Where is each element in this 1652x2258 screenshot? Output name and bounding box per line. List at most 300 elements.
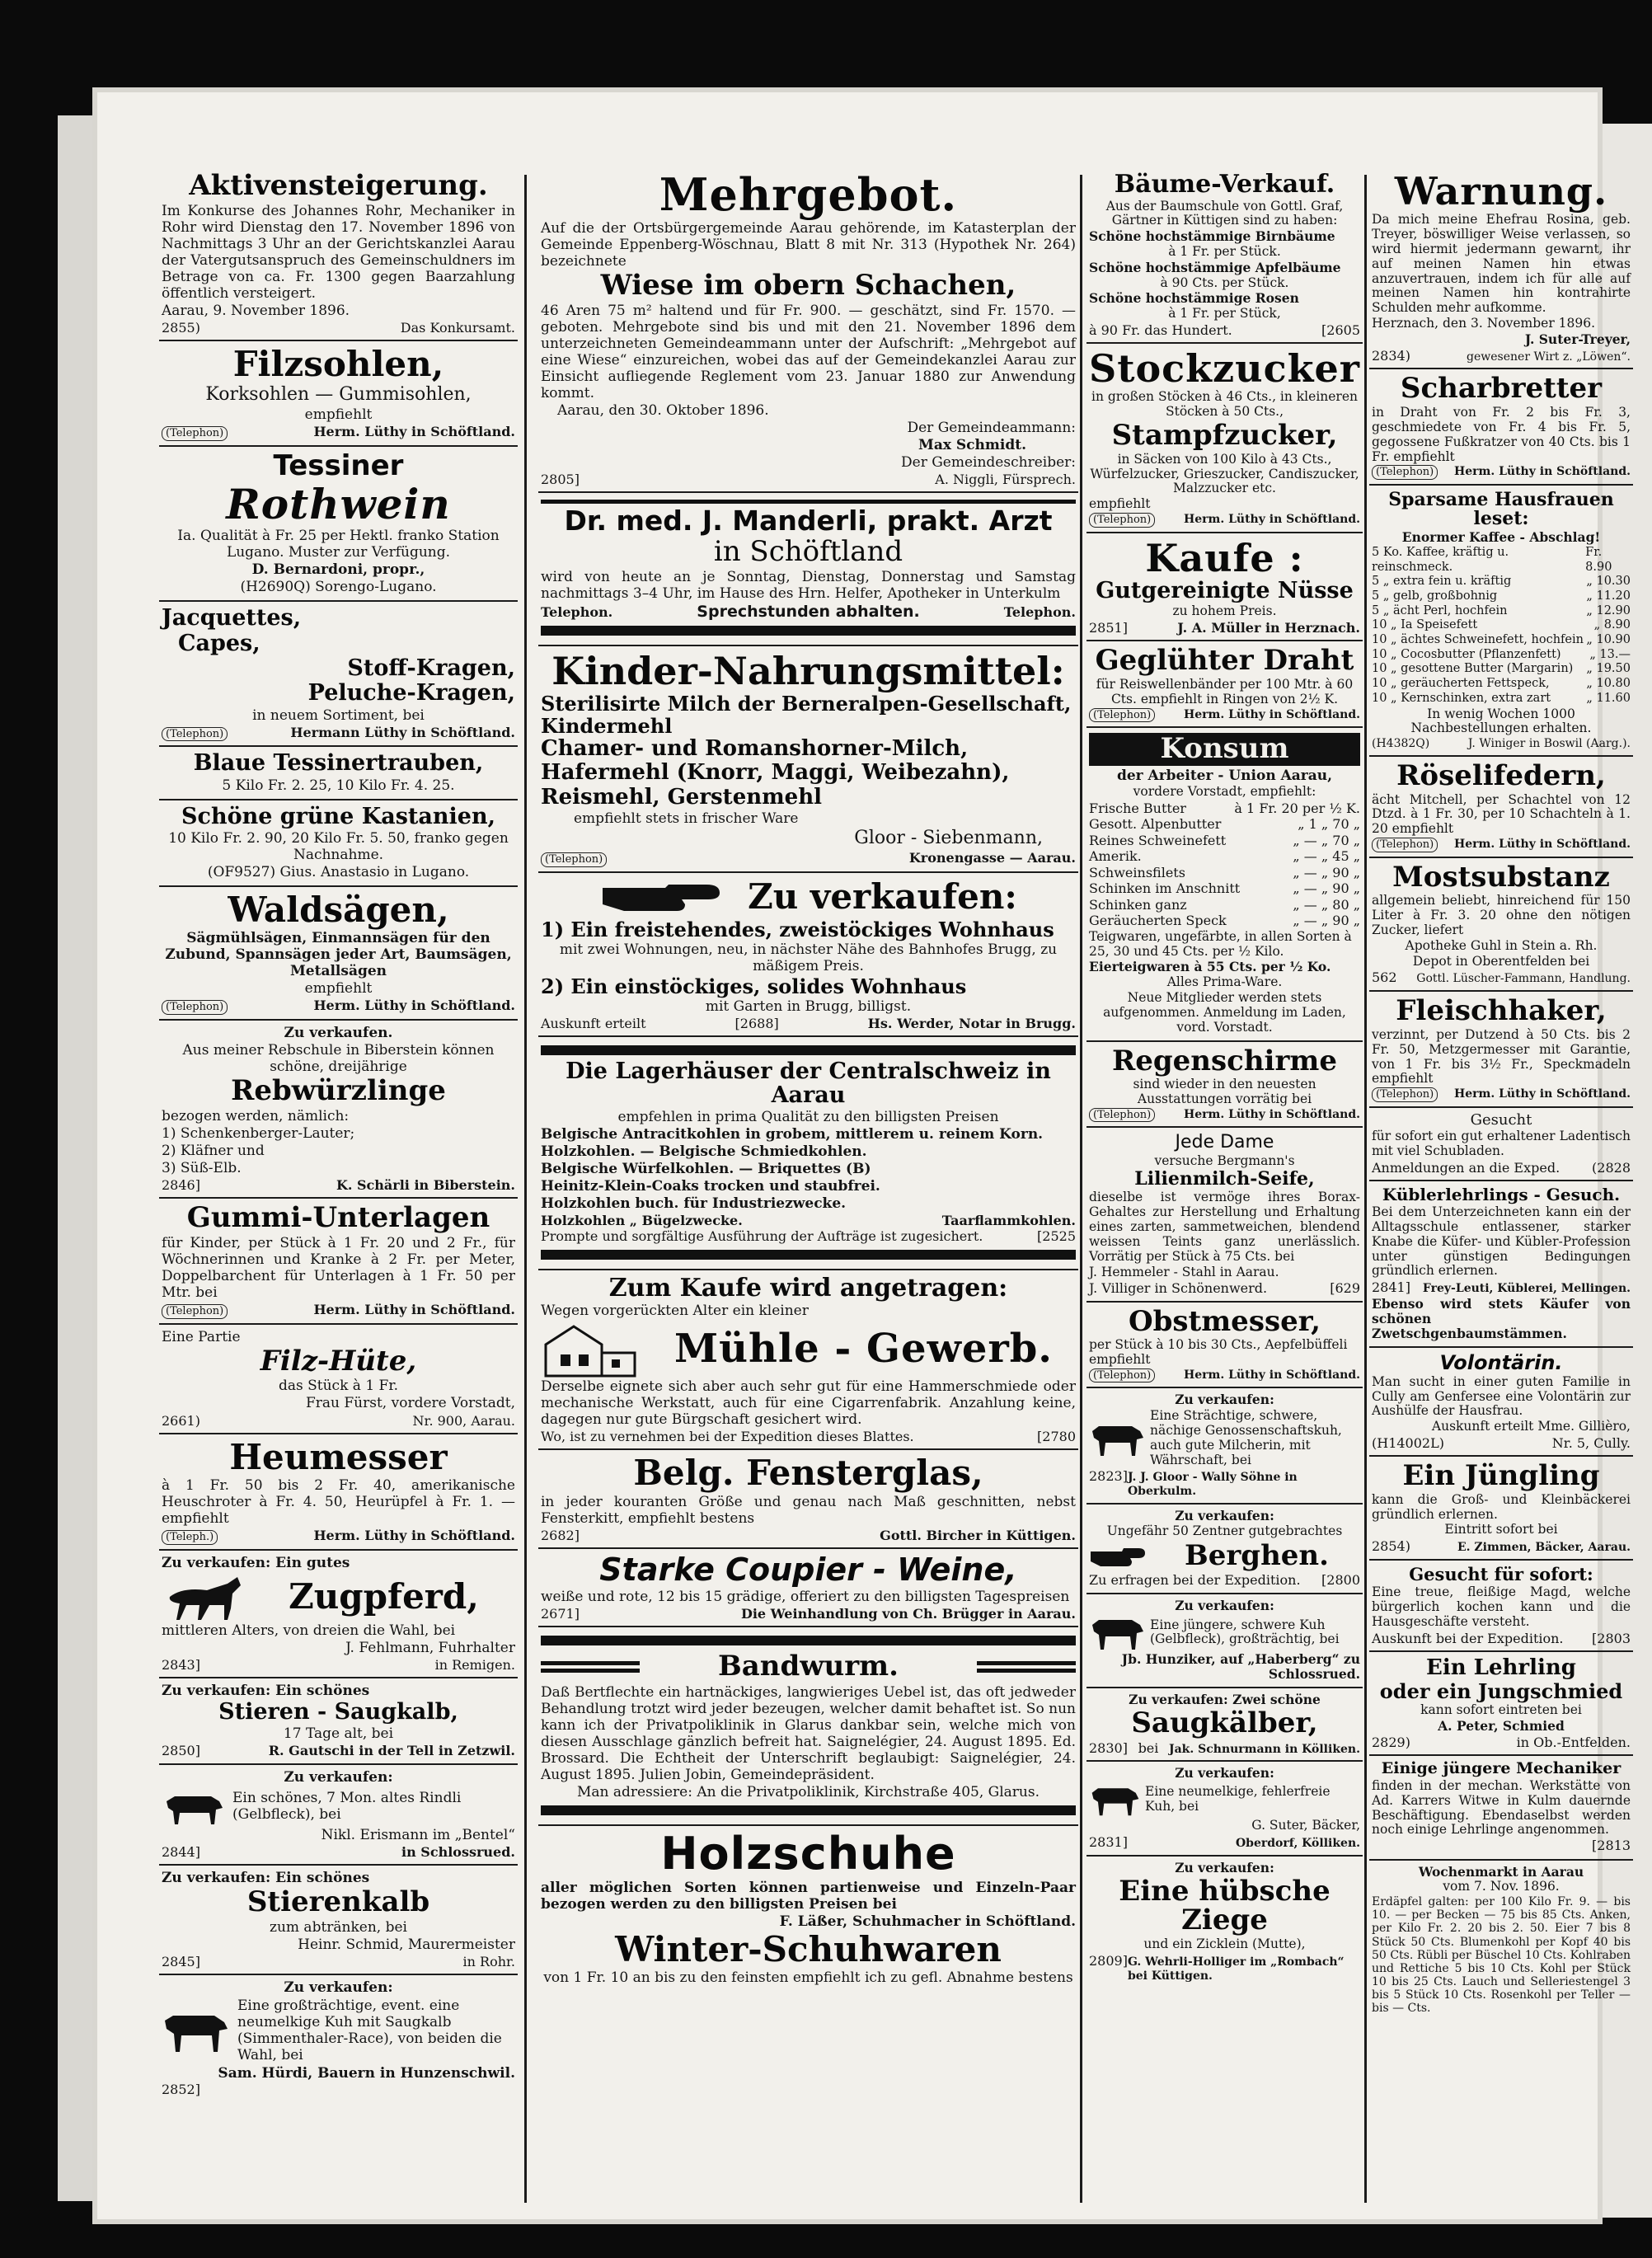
ad-ref: 2831] xyxy=(1089,1833,1128,1850)
ad-body: Aus der Baumschule von Gottl. Graf, Gärtner in Küttigen sind zu haben: xyxy=(1105,198,1344,228)
ad-kueblerlehrling xyxy=(1369,1181,1633,1347)
ad-body: mit Garten in Brugg, billigst. xyxy=(705,998,912,1016)
ad-title: Einige jüngere Mechaniker xyxy=(1381,1759,1621,1778)
ad-signature: Herm. Lüthy in Schöftland. xyxy=(1184,1107,1360,1121)
ad-dr-manderli xyxy=(538,493,1078,646)
ad-body: bezogen werden, nämlich: xyxy=(162,1107,350,1124)
ad-ref: (OF9527) Gius. Anastasio in Lugano. xyxy=(207,864,470,881)
ad-zu-verkaufen-wohnhaus xyxy=(538,873,1078,1038)
ad-signature: Herm. Lüthy in Schöftland. xyxy=(313,998,515,1014)
ad-subtitle: Korksohlen — Gummisohlen, xyxy=(205,384,472,406)
ad-date: Herznach, den 3. November 1896. xyxy=(1372,315,1596,331)
price-row xyxy=(1089,865,1360,881)
ad-body: 46 Aren 75 m² haltend und für Fr. 900. — geschätzt, sind Fr. 1570. — geboten. Mehrgebote sind bis und mit den 21. November 1896 dem unterzeichneten Gemeindeammann unter der Aufschrift: „Mehrgebot auf eine Wiese“ einzureichen, wobei das auf der Gemeindekanzlei Aarau zur Einsicht aufliegende Reglement vom 23. Januar 1880 zur Anwendung kommt. xyxy=(541,302,1076,401)
ad-ref: 2682] xyxy=(541,1527,580,1543)
ad-subtitle: Lilienmilch-Seife, xyxy=(1134,1168,1315,1190)
ad-signature: A. Peter, Schmied xyxy=(1438,1718,1565,1735)
column-rule xyxy=(1080,175,1082,2203)
price-row xyxy=(1372,677,1631,692)
telephon-badge: (Telephon) xyxy=(1089,1368,1155,1383)
list-item: Taarflammkohlen. xyxy=(941,1213,1076,1229)
ad-body: in Säcken von 100 Kilo à 43 Cts., Würfelzucker, Grieszucker, Candiszucker, Malzzucker etc. xyxy=(1090,451,1359,496)
ad-footer: Prompte und sorgfältige Ausführung der Aufträge ist zugesichert. xyxy=(541,1228,983,1245)
item-price: „ 11.20 xyxy=(1586,589,1631,603)
item-price: „ — „ 80 „ xyxy=(1293,896,1360,913)
price-row xyxy=(1089,913,1360,929)
pointing-hand-icon xyxy=(1089,1545,1147,1568)
left-page-edge xyxy=(58,115,100,2201)
ad-signature: Das Konkursamt. xyxy=(400,320,515,336)
list-item: 2) Ein einstöckiges, solides Wohnhaus xyxy=(541,974,967,998)
ad-body: versuche Bergmann's xyxy=(1154,1152,1295,1168)
ad-signature: Hs. Werder, Notar in Brugg. xyxy=(867,1016,1076,1032)
ad-signature: Sam. Hürdi, Bauern in Hunzenschwil. xyxy=(218,2065,515,2082)
item-price: „ 8.90 xyxy=(1593,618,1631,632)
ad-signature: Der Gemeindeammann: xyxy=(907,419,1076,436)
ad-body: mittleren Alters, von dreien die Wahl, bei xyxy=(162,1622,456,1639)
ad-title: Filzsohlen, xyxy=(232,344,444,385)
ad-body: Eine jüngere, schwere Kuh (Gelbfleck), großträchtig, bei xyxy=(1150,1617,1340,1647)
ad-signature: J. Suter-Treyer, xyxy=(1524,331,1631,347)
item-name: 10 „ Ia Speisefett xyxy=(1372,618,1478,632)
ad-signature: Jak. Schnurmann in Kölliken. xyxy=(1168,1742,1360,1756)
telephon-badge: (Telephon) xyxy=(1089,708,1155,723)
ad-signature: Herm. Lüthy in Schöftland. xyxy=(1454,838,1631,852)
ad-body: für Kinder, per Stück à 1 Fr. 20 und 2 Fr., für Wöchnerinnen und Kranke à 2 Fr. per Meter, Doppelbarchent für Unterlagen à 1 Fr. 50 per Mtr. bei xyxy=(162,1234,515,1302)
item-name: Amerik. xyxy=(1089,848,1142,865)
ad-signature: in Schlossrued. xyxy=(401,1843,515,1860)
ad-ref: [2780 xyxy=(1037,1429,1076,1445)
ad-signature: J. A. Müller in Herznach. xyxy=(1177,620,1360,636)
ad-magd xyxy=(1369,1561,1633,1652)
ad-body: Eintritt sofort bei xyxy=(1444,1522,1558,1537)
ad-body: das Stück à 1 Fr. xyxy=(278,1378,398,1395)
column-1 xyxy=(159,167,518,2203)
ad-title: Blaue Tessinertrauben, xyxy=(193,750,484,777)
ad-ref: [2813 xyxy=(1592,1838,1631,1854)
ad-body: in großen Stöcken à 46 Cts., in kleineren Stöcken à 50 Cts., xyxy=(1091,389,1358,420)
telephon-badge: (Telephon) xyxy=(162,1000,228,1015)
ad-ref: 562 xyxy=(1372,969,1397,986)
ad-ref: 2844] xyxy=(162,1843,200,1860)
ad-saugkaelber xyxy=(1086,1688,1363,1762)
ad-title: Dr. med. J. Manderli, prakt. Arzt xyxy=(564,505,1053,538)
ad-ref: 2850] xyxy=(162,1743,200,1759)
ad-signature: A. Niggli, Fürsprech. xyxy=(935,471,1076,487)
ad-ref: 2846] xyxy=(162,1177,200,1194)
column-4 xyxy=(1369,167,1633,2203)
ad-holzschuhe xyxy=(538,1826,1078,1991)
ad-ref: (H4382Q) xyxy=(1372,737,1430,751)
ad-signature: in Remigen. xyxy=(434,1656,515,1673)
ad-ref: 2843] xyxy=(162,1656,200,1673)
ad-head: Zu verkaufen. xyxy=(284,1025,393,1042)
price-row xyxy=(1372,648,1631,663)
list-item: 2) Kläfner und xyxy=(162,1142,265,1159)
ad-body: verzinnt, per Dutzend à 50 Cts. bis 2 Fr. 50, Metzgermesser mit Garantie, von 1 Fr. bis 3½ Fr., Speckmadeln empfiehlt xyxy=(1372,1026,1631,1087)
ad-kaufe-nuesse xyxy=(1086,533,1363,642)
ad-subtitle: Gutgereinigte Nüsse xyxy=(1096,577,1354,603)
price-row xyxy=(1372,604,1631,619)
price-row xyxy=(1089,833,1360,849)
ad-neumelkige-kuh xyxy=(1086,1762,1363,1856)
ad-body: allgemein beliebt, hinreichend für 150 Liter à Fr. 3. 20 ohne den nötigen Zucker, liefert xyxy=(1372,893,1631,937)
ad-title: Sparsame Hausfrauen leset: xyxy=(1388,488,1614,530)
telephon-badge: (Telephon) xyxy=(162,727,228,742)
ad-zugpferd xyxy=(159,1551,518,1678)
ad-body: Auskunft bei der Expedition. xyxy=(1372,1630,1564,1646)
ad-ref: [2525 xyxy=(1037,1228,1076,1245)
list-item: à 90 Cts. per Stück. xyxy=(1160,275,1289,290)
ad-title: Rothwein xyxy=(226,479,451,528)
ad-body: Auskunft erteilt xyxy=(541,1016,646,1032)
ad-lehrling-jungschmied xyxy=(1369,1652,1633,1756)
item-price: „ — „ 90 „ xyxy=(1293,880,1360,897)
item-name: Geräucherten Speck xyxy=(1089,913,1227,929)
ad-ladentisch xyxy=(1369,1108,1633,1182)
list-item: Reismehl, Gerstenmehl xyxy=(541,784,822,810)
ad-body: 17 Tage alt, bei xyxy=(283,1725,394,1743)
ad-body: Ein schönes, 7 Mon. altes Rindli (Gelbfleck), bei xyxy=(232,1789,462,1823)
ad-waldsaegen xyxy=(159,887,518,1021)
item-price: „ 12.90 xyxy=(1586,603,1631,617)
cow-icon xyxy=(162,1786,228,1826)
ad-head: Zu verkaufen: xyxy=(1175,1508,1274,1524)
ad-ref: 2841] xyxy=(1372,1279,1410,1296)
item-price: „ — „ 90 „ xyxy=(1293,864,1360,880)
ad-subtitle: vom 7. Nov. 1896. xyxy=(1443,1879,1560,1894)
ad-scharbretter xyxy=(1369,369,1633,486)
cow-icon xyxy=(1089,1613,1147,1651)
item-price: „ 10.30 xyxy=(1586,575,1631,589)
ad-head: Zu verkaufen: xyxy=(1175,1859,1274,1875)
ad-signature: in Ob.-Entfelden. xyxy=(1516,1734,1631,1750)
item-price: „ 1 „ 70 „ xyxy=(1298,816,1360,833)
ad-subtitle: Enormer Kaffee - Abschlag! xyxy=(1401,529,1601,546)
ad-mostsubstanz xyxy=(1369,858,1633,993)
ad-body: Alles Prima-Ware. xyxy=(1166,974,1283,990)
item-name: Frische Butter xyxy=(1089,800,1186,816)
ad-ref: (H14002L) xyxy=(1372,1434,1444,1451)
ad-title: Peluche-Kragen, xyxy=(307,680,515,707)
item-name: Schweinsfilets xyxy=(1089,864,1185,880)
ad-ref: 2823] xyxy=(1089,1468,1128,1485)
ad-body: Im Konkurse des Johannes Rohr, Mechaniker in Rohr wird Dienstag den 17. November 1896 von Nachmittags 3 Uhr an der Gerichtskanzlei Aarau der Vatergutsanspruch des Gemeinschuldners im Betrage von ca. Fr. 1300 gegen Baarzahlung öffentlich versteigert. xyxy=(162,202,515,302)
ad-head: Zu verkaufen: Ein gutes xyxy=(162,1554,350,1571)
list-item: Belgische Würfelkohlen. — Briquettes (B) xyxy=(541,1161,871,1178)
ad-title: Zu verkaufen: xyxy=(748,876,1017,917)
ad-body: in neuem Sortiment, bei xyxy=(252,707,425,724)
ad-body: Ia. Qualität à Fr. 25 per Hektl. franko Station Lugano. Muster zur Verfügung. xyxy=(177,528,500,561)
list-item: 3) Süß-Elb. xyxy=(162,1160,242,1176)
ad-title: Scharbretter xyxy=(1400,372,1603,406)
ad-footer: Zu erfragen bei der Expedition. xyxy=(1089,1572,1301,1589)
ad-signature: Herm. Lüthy in Schöftland. xyxy=(1454,465,1631,479)
price-row xyxy=(1372,546,1631,575)
ad-subtitle: empfehlen in prima Qualität zu den billigsten Preisen xyxy=(617,1108,999,1125)
decorative-bar xyxy=(977,1658,1076,1676)
ad-signature: Max Schmidt. xyxy=(918,436,1026,453)
ad-place: Aarau, 9. November 1896. xyxy=(162,302,350,319)
column-3 xyxy=(1086,167,1363,2203)
list-item: 1) Schenkenberger-Lauter; xyxy=(162,1124,355,1142)
ad-title: Rebwürzlinge xyxy=(231,1074,446,1108)
ad-head: Zu verkaufen: Zwei schöne xyxy=(1129,1692,1321,1708)
ad-ref: 2855) xyxy=(162,320,200,336)
ad-title: Aktivensteigerung. xyxy=(189,169,488,202)
ad-title: Mehrgebot. xyxy=(659,168,958,221)
item-price: „ — „ 45 „ xyxy=(1293,848,1360,865)
ad-body: Erdäpfel galten: per 100 Kilo Fr. 9. — bis 10. — per Becken — 75 bis 85 Cts. Anken, per Kilo Fr. 2. 20 bis 2. 50. Eier 7 bis 8 Stück 50 Cts. Blumenkohl per Kopf 40 bis 50 Cts. Rübli per Büschel 10 Cts. Kohlraben und Rettiche 5 bis 10 Cts. Kohl per Stück 10 bis 25 Cts. Lauch und Selleriestengel 3 bis 5 Stück 10 Cts. Rosenkohl per Teller — bis — Cts. xyxy=(1372,1895,1631,2015)
ad-title: Berghen. xyxy=(1185,1538,1329,1572)
ad-body: 5 Kilo Fr. 2. 25, 10 Kilo Fr. 4. 25. xyxy=(222,777,455,794)
ad-footer: Man adressiere: An die Privatpoliklinik, Kirchstraße 405, Glarus. xyxy=(577,1783,1040,1800)
ad-signature: gewesener Wirt z. „Löwen“. xyxy=(1467,350,1631,364)
rule xyxy=(541,500,1076,504)
ad-title: Jede Dame xyxy=(1175,1132,1274,1153)
ad-title: Kinder-Nahrungsmittel: xyxy=(551,649,1065,694)
list-item: Holzkohlen buch. für Industriezwecke. xyxy=(541,1195,847,1213)
ad-head: Zu verkaufen: xyxy=(1175,1597,1274,1613)
ad-title: oder ein Jungschmied xyxy=(1379,1679,1623,1704)
ad-roeselifedern xyxy=(1369,757,1633,858)
ad-title: Fleischhaker, xyxy=(1396,994,1607,1028)
list-item: 1) Ein freistehendes, zweistöckiges Wohnhaus xyxy=(541,917,1054,941)
ad-ref: [2800 xyxy=(1321,1572,1360,1589)
ad-signature: J. J. Gloor - Wally Söhne in Oberkulm. xyxy=(1127,1471,1298,1499)
ad-title: Holzschuhe xyxy=(660,1827,956,1880)
ad-signature: G. Wehrli-Holliger im „Rombach“ bei Küttigen. xyxy=(1127,1955,1345,1983)
ad-title: Zum Kaufe wird angetragen: xyxy=(608,1273,1008,1303)
ad-signature: Herm. Lüthy in Schöftland. xyxy=(1454,1087,1631,1101)
ad-ziege xyxy=(1086,1857,1363,1988)
ad-stierenkalb xyxy=(159,1866,518,1975)
price-list xyxy=(1089,800,1360,929)
ad-title: Volontärin. xyxy=(1439,1350,1563,1374)
item-price: „ 19.50 xyxy=(1586,662,1631,676)
list-item: Schöne hochstämmige Rosen xyxy=(1089,290,1299,307)
ad-heumesser xyxy=(159,1434,518,1551)
ad-title: Mostsubstanz xyxy=(1392,860,1610,894)
ad-signature: J. Villiger in Schönenwerd. xyxy=(1089,1280,1268,1297)
ad-title: Bandwurm. xyxy=(718,1649,899,1683)
list-item: Sterilisirte Milch der Berneralpen-Gesellschaft, xyxy=(541,691,1072,716)
ad-body: bei xyxy=(1138,1739,1159,1756)
ad-body: Derselbe eignete sich aber auch sehr gut für eine Hammerschmiede oder mechanische Werkstatt, auch für eine Cigarrenfabrik. Anzahlung keine, dagegen nur gute Bürgschaft gesichert wird. xyxy=(541,1378,1076,1429)
ad-muehle-gewerb xyxy=(538,1270,1078,1451)
ad-tessinertrauben xyxy=(159,747,518,800)
item-name: Gesott. Alpenbutter xyxy=(1089,816,1222,833)
ad-filz-huete xyxy=(159,1325,518,1434)
list-item: à 90 Fr. das Hundert. xyxy=(1089,322,1232,338)
list-item: Holzkohlen. — Belgische Schmiedkohlen. xyxy=(541,1143,867,1161)
ad-body: Daß Bertflechte ein hartnäckiges, langwieriges Uebel ist, das oft jedweder Behandlung trotzt wird jeder bezeugen, welcher damit behaftet ist. So nun kann ich der Privatpoliklinik in Glarus dankbar sein, welche mich von diesen Ausschlage gänzlich befreit hat. Saignelégier, 24. August 1895. Ed. Brossard. Die Echtheit der Unterschrift beglaubigt: Saignelégier, 24. August 1895. Julien Jobin, Gemeindepräsident. xyxy=(541,1683,1076,1783)
ad-signature: Nikl. Erismann im „Bentel“ xyxy=(321,1826,515,1843)
ad-title: Kaufe : xyxy=(1145,535,1304,580)
ad-title: Schöne grüne Kastanien, xyxy=(181,803,495,829)
ad-title: Konsum xyxy=(1089,733,1360,766)
list-item: Schöne hochstämmige Birnbäume xyxy=(1089,228,1335,245)
ad-baeume-verkauf xyxy=(1086,167,1363,344)
ad-body: Auskunft erteilt Mme. Gillièro, xyxy=(1431,1419,1631,1434)
ad-title: Heumesser xyxy=(229,1436,448,1477)
ad-signature: F. Läßer, Schuhmacher in Schöftland. xyxy=(779,1913,1076,1930)
item-price: Fr. 8.90 xyxy=(1585,545,1612,574)
ad-body: Auf die der Ortsbürgergemeinde Aarau gehörende, im Katasterplan der Gemeinde Eppenberg-Wöschnau, Blatt 8 mit Nr. 313 (Hypothek Nr. 264) bezeichnete xyxy=(541,219,1076,270)
ad-regenschirme xyxy=(1086,1042,1363,1129)
ad-title: Die Lagerhäuser der Centralschweiz in Aarau xyxy=(566,1059,1051,1108)
ad-body: in jeder kouranten Größe und genau nach Maß geschnitten, nebst Fensterkitt, empfiehlt bestens xyxy=(541,1493,1076,1527)
list-item: Hafermehl (Knorr, Maggi, Weibezahn), xyxy=(541,760,1010,786)
rule xyxy=(541,626,1076,636)
list-item: Kindermehl xyxy=(541,713,673,738)
ad-body: In wenig Wochen 1000 Nachbestellungen erhalten. xyxy=(1410,706,1592,736)
ad-ref: (2828 xyxy=(1592,1160,1631,1176)
ad-signature: Heinr. Schmid, Maurermeister xyxy=(298,1936,515,1953)
item-price: „ 10.90 xyxy=(1586,633,1631,647)
ad-head: Zu verkaufen: xyxy=(1175,1765,1274,1782)
ad-title: Stoff-Kragen, xyxy=(347,655,515,681)
ad-footer: Ebenso wird stets Käufer von schönen Zwetschgenbaumstämmen. xyxy=(1372,1296,1631,1341)
ad-title: Regenschirme xyxy=(1111,1044,1337,1077)
ad-ref: 2851] xyxy=(1089,620,1128,636)
ad-bandwurm xyxy=(538,1627,1078,1826)
telephon-badge: (Telephon) xyxy=(541,852,607,867)
column-2 xyxy=(538,167,1078,2203)
ad-title: Tessiner xyxy=(273,448,404,482)
ad-subtitle: Stampfzucker, xyxy=(1111,419,1338,453)
ad-address: vordere Vorstadt, empfiehlt: xyxy=(1133,783,1316,799)
price-row xyxy=(1089,800,1360,817)
item-name: 10 „ gesottene Butter (Margarin) xyxy=(1372,662,1574,676)
ad-kinder-nahrungsmittel xyxy=(538,646,1078,872)
list-item: Schöne hochstämmige Apfelbäume xyxy=(1089,259,1341,275)
ad-signature: Gottl. Lüscher-Fammann, Handlung. xyxy=(1416,972,1631,986)
ad-ref: (H2690Q) Sorengo-Lugano. xyxy=(240,579,437,596)
ad-signature: D. Bernardoni, propr., xyxy=(251,561,425,579)
list-item: Holzkohlen „ Bügelzwecke. xyxy=(541,1213,743,1229)
list-item: à 1 Fr. per Stück, xyxy=(1168,306,1281,322)
ad-signature: Depot in Oberentfelden bei xyxy=(1412,953,1590,969)
telephon-label: Telephon. xyxy=(1003,603,1076,620)
item-name: 5 Ko. Kaffee, kräftig u. reinschmeck. xyxy=(1372,545,1509,574)
ad-head: Zu verkaufen: xyxy=(284,1768,393,1786)
pointing-hand-icon xyxy=(599,876,723,918)
ad-title: Filz-Hüte, xyxy=(260,1344,417,1378)
ad-footer: von 1 Fr. 10 an bis zu den feinsten empfiehlt ich zu gefl. Abnahme bestens xyxy=(543,1969,1073,1986)
ad-body: weiße und rote, 12 bis 15 grädige, offeriert zu den billigsten Tagespreisen xyxy=(541,1588,1070,1605)
ad-title: Saugkälber, xyxy=(1131,1706,1318,1739)
ad-title: Stierenkalb xyxy=(246,1885,430,1918)
ad-signature: Herm. Lüthy in Schöftland. xyxy=(1184,707,1360,721)
cow-icon xyxy=(1089,1782,1142,1818)
ad-warnung xyxy=(1369,167,1633,369)
ad-body: kann sofort eintreten bei xyxy=(1420,1702,1582,1718)
ad-body: per Stück à 10 bis 30 Cts., Aepfelbüffeli empfiehlt xyxy=(1089,1337,1348,1368)
ad-date: Aarau, den 30. Oktober 1896. xyxy=(557,401,769,419)
ad-subtitle: in Schöftland xyxy=(713,534,903,568)
ad-body: aller möglichen Sorten können partienweise und Einzeln-Paar bezogen werden zu den billigsten Preisen bei xyxy=(541,1879,1076,1913)
ad-ref: 2845] xyxy=(162,1953,200,1969)
item-name: 10 „ Kernschinken, extra zart xyxy=(1372,691,1551,705)
mill-building-icon xyxy=(541,1320,640,1378)
rule xyxy=(541,1045,1076,1055)
ad-lagerhaeuser xyxy=(538,1037,1078,1270)
ad-body: ächt Mitchell, per Schachtel von 12 Dtzd. à 1 Fr. 30, per 10 Schachteln à 1. 20 empfiehlt xyxy=(1372,791,1631,837)
ad-juengling xyxy=(1369,1457,1633,1561)
ad-signature: Der Gemeindeschreiber: xyxy=(901,453,1076,471)
ad-body: und ein Zicklein (Mutte), xyxy=(1143,1936,1306,1951)
ad-signature: K. Schärli in Biberstein. xyxy=(336,1177,515,1194)
price-row xyxy=(1372,662,1631,677)
ad-body: empfiehlt stets in frischer Ware xyxy=(574,810,799,827)
ad-signature: R. Gautschi in der Tell in Zetzwil. xyxy=(268,1743,515,1759)
ad-body: 10 Kilo Fr. 2. 90, 20 Kilo Fr. 5. 50, franko gegen Nachnahme. xyxy=(168,830,509,864)
rule xyxy=(541,1805,1076,1815)
ad-signature: Frey-Leuti, Küblerei, Mellingen. xyxy=(1422,1282,1631,1296)
ad-lilienmilch-seife xyxy=(1086,1128,1363,1302)
ad-head: Zu verkaufen: xyxy=(1175,1392,1274,1408)
ad-fensterglas xyxy=(538,1450,1078,1548)
ad-title: Röselifedern, xyxy=(1396,758,1606,792)
ad-signature: J. Hemmeler - Stahl in Aarau. xyxy=(1089,1264,1279,1279)
item-price: „ 11.60 xyxy=(1586,691,1631,705)
ad-ref: [629 xyxy=(1330,1280,1360,1297)
horse-icon xyxy=(162,1572,252,1622)
ad-mechaniker xyxy=(1369,1756,1633,1861)
ad-body: Bei dem Unterzeichneten kann ein der Alltagsschule entlassener, starker Knabe die Küfer- und Kübler-Profession unter günstigen Bedingungen gründlich erlernen. xyxy=(1372,1204,1631,1279)
telephon-badge: (Telephon) xyxy=(162,1304,228,1319)
ad-body: für sofort ein gut erhaltener Ladentisch mit viel Schubladen. xyxy=(1372,1129,1631,1159)
ad-footer: Anmeldungen an die Exped. xyxy=(1372,1160,1560,1176)
ad-kuh-gelbfleck xyxy=(1086,1594,1363,1688)
price-row xyxy=(1372,575,1631,589)
item-name: Schinken ganz xyxy=(1089,896,1187,913)
telephon-badge: (Telephon) xyxy=(162,426,228,441)
ad-ref: 2671] xyxy=(541,1605,580,1622)
ad-title: Küblerlehrlings - Gesuch. xyxy=(1382,1185,1621,1205)
ad-signature: Herm. Lüthy in Schöftland. xyxy=(313,1527,515,1543)
ad-body: sind wieder in den neuesten Ausstattungen vorrätig bei xyxy=(1133,1077,1316,1107)
ad-title: Wochenmarkt in Aarau xyxy=(1418,1863,1584,1880)
ad-kuh-saugkalb xyxy=(159,1975,518,2103)
telephon-badge: (Telephon) xyxy=(1372,1087,1438,1102)
ad-ref: 2830] xyxy=(1089,1739,1128,1756)
ad-body: Eine großträchtige, event. eine neumelkige Kuh mit Saugkalb (Simmenthaler-Race), von beiden die Wahl, bei xyxy=(237,1997,502,2063)
list-item: Chamer- und Romanshorner-Milch, xyxy=(541,736,969,762)
list-item: Belgische Antracitkohlen in grobem, mittlerem u. reinem Korn. xyxy=(541,1125,1044,1143)
item-name: 10 „ ächtes Schweinefett, hochfein xyxy=(1372,633,1584,647)
ad-title: Zugpferd, xyxy=(289,1575,479,1617)
ad-ref: [2803 xyxy=(1592,1630,1631,1646)
ad-gummi-unterlagen xyxy=(159,1199,518,1324)
price-row xyxy=(1372,692,1631,707)
ad-signature: Herm. Lüthy in Schöftland. xyxy=(313,424,515,440)
column-rule xyxy=(1364,175,1367,2203)
item-name: Schinken im Anschnitt xyxy=(1089,880,1241,897)
item-name: 5 „ gelb, großbohnig xyxy=(1372,589,1498,603)
ad-head: Zu verkaufen: Ein schönes xyxy=(162,1682,370,1699)
ad-head: Gesucht xyxy=(1470,1110,1532,1129)
ad-body: Eierteigwaren à 55 Cts. per ½ Ko. xyxy=(1089,959,1331,975)
ad-ref: 2854) xyxy=(1372,1538,1410,1555)
ad-rebwuerzlinge xyxy=(159,1021,518,1199)
price-row xyxy=(1372,633,1631,648)
price-row xyxy=(1372,618,1631,633)
ad-title: Belg. Fensterglas, xyxy=(633,1453,983,1494)
item-price: „ 10.80 xyxy=(1586,677,1631,691)
price-row xyxy=(1372,589,1631,604)
